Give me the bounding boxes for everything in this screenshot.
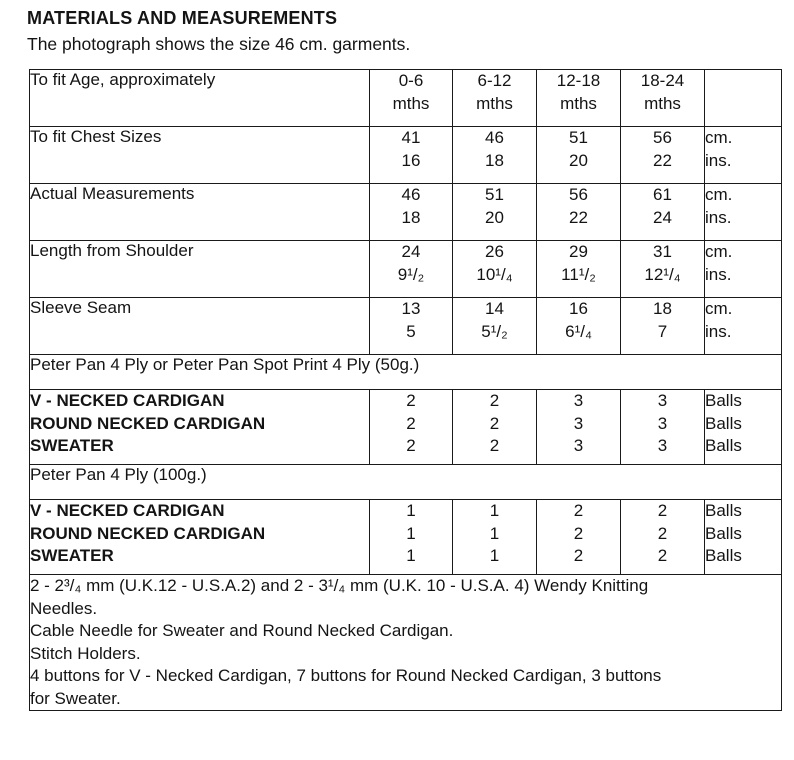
- measurement-cell: 51 20: [453, 184, 537, 241]
- garment-name: ROUND NECKED CARDIGAN: [30, 413, 266, 433]
- measurement-label: To fit Chest Sizes: [30, 127, 370, 184]
- notes-row: [30, 575, 782, 711]
- measurement-row-actual: [30, 184, 782, 241]
- wool-title-row: [30, 355, 782, 390]
- balls-cell: 2 2 2: [621, 500, 705, 575]
- garment-balls-row: [30, 390, 782, 465]
- garment-name: V - NECKED CARDIGAN: [30, 501, 225, 520]
- measurement-cell: 13 5: [370, 298, 453, 355]
- measurement-cell: 56 22: [537, 184, 621, 241]
- garment-name: SWEATER: [30, 436, 114, 455]
- age-cell: 18-24 mths: [621, 70, 705, 127]
- measurement-cell: 14 5¹/₂: [453, 298, 537, 355]
- measurement-cell: 26 10¹/₄: [453, 241, 537, 298]
- measurement-row-sleeve: [30, 298, 782, 355]
- balls-cell: 2 2 2: [370, 390, 453, 465]
- measurement-cell: 18 7: [621, 298, 705, 355]
- measurement-cell: 46 18: [453, 127, 537, 184]
- measurement-row-length: [30, 241, 782, 298]
- measurement-cell: 56 22: [621, 127, 705, 184]
- note-line: 4 buttons for V - Necked Cardigan, 7 buttons for Round Necked Cardigan, 3 buttons: [30, 666, 662, 685]
- garment-list: [30, 390, 370, 465]
- wool-title: Peter Pan 4 Ply (100g.): [30, 465, 782, 500]
- garment-name: V - NECKED CARDIGAN: [30, 391, 225, 410]
- age-label: To fit Age, approximately: [30, 70, 370, 127]
- note-line: for Sweater.: [30, 688, 121, 708]
- balls-cell: 2 2 2: [453, 390, 537, 465]
- measurement-row-chest: [30, 127, 782, 184]
- measurement-label: Length from Shoulder: [30, 241, 370, 298]
- measurement-cell: 51 20: [537, 127, 621, 184]
- unit-cell: cm. ins.: [705, 127, 782, 184]
- age-cell: 6-12 mths: [453, 70, 537, 127]
- unit-cell: cm. ins.: [705, 298, 782, 355]
- note-line: 2 - 2³/₄ mm (U.K.12 - U.S.A.2) and 2 - 3¹/₄ mm (U.K. 10 - U.S.A. 4) Wendy Knitting: [30, 576, 649, 595]
- age-cell: 12-18 mths: [537, 70, 621, 127]
- garment-name: SWEATER: [30, 546, 114, 565]
- wool-title: Peter Pan 4 Ply or Peter Pan Spot Print 4 Ply (50g.): [30, 355, 782, 390]
- unit-cell: cm. ins.: [705, 241, 782, 298]
- measurement-label: Sleeve Seam: [30, 298, 370, 355]
- balls-cell: 1 1 1: [370, 500, 453, 575]
- measurement-cell: 41 16: [370, 127, 453, 184]
- note-line: Cable Needle for Sweater and Round Necked Cardigan.: [30, 621, 454, 640]
- unit-cell: Balls Balls Balls: [705, 500, 782, 575]
- materials-table: [29, 69, 782, 711]
- measurement-label: Actual Measurements: [30, 184, 370, 241]
- notes-cell: [30, 575, 782, 711]
- note-line: Needles.: [30, 598, 98, 618]
- garment-balls-row: [30, 500, 782, 575]
- balls-cell: 1 1 1: [453, 500, 537, 575]
- garment-list: [30, 500, 370, 575]
- measurement-cell: 24 9¹/₂: [370, 241, 453, 298]
- note-line: Stitch Holders.: [30, 643, 141, 663]
- page-subheading: The photograph shows the size 46 cm. garments.: [27, 34, 411, 54]
- age-row: [30, 70, 782, 127]
- measurement-cell: 31 12¹/₄: [621, 241, 705, 298]
- measurement-cell: 46 18: [370, 184, 453, 241]
- measurement-cell: 29 11¹/₂: [537, 241, 621, 298]
- measurement-cell: 16 6¹/₄: [537, 298, 621, 355]
- unit-cell: cm. ins.: [705, 184, 782, 241]
- empty-unit-cell: [705, 70, 782, 127]
- wool-title-row: [30, 465, 782, 500]
- balls-cell: 3 3 3: [621, 390, 705, 465]
- garment-name: ROUND NECKED CARDIGAN: [30, 523, 266, 543]
- unit-cell: Balls Balls Balls: [705, 390, 782, 465]
- balls-cell: 2 2 2: [537, 500, 621, 575]
- balls-cell: 3 3 3: [537, 390, 621, 465]
- age-cell: 0-6 mths: [370, 70, 453, 127]
- page-heading: MATERIALS AND MEASUREMENTS: [27, 8, 338, 28]
- measurement-cell: 61 24: [621, 184, 705, 241]
